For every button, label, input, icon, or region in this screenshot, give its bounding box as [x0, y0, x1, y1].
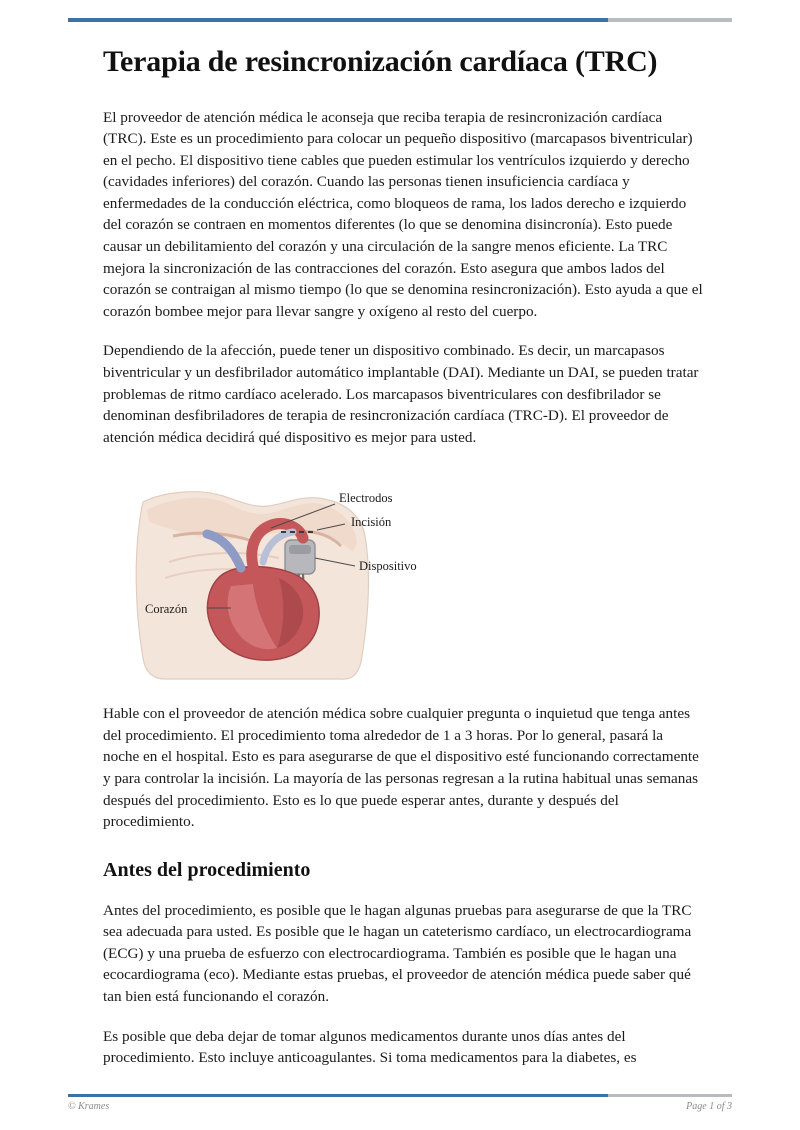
section-paragraph-2: Es posible que deba dejar de tomar algunos medicamentos durante unos días antes del procedimiento. Esto incluye anticoagulantes. Si toma medicamentos para la diabetes, es	[103, 1027, 637, 1067]
footer-rule-gray-segment	[608, 1094, 732, 1097]
intro-paragraph-2: Dependiendo de la afección, puede tener un dispositivo combinado. Es decir, un marcapasos biventricular y un desfibrilador automático implantable (DAI). Mediante un DAI, se pueden tratar problemas de ritmo cardíaco acelerado. Los marcapasos biventriculares con desfibrilador se denominan desfibriladores de terapia de resincronización cardíaca (TRC-D). El proveedor de atención médica decidirá qué dispositivo es mejor para usted.	[103, 342, 699, 446]
figure-label-dispositivo: Dispositivo	[359, 559, 417, 574]
section-paragraph-1: Antes del procedimiento, es posible que le hagan algunas pruebas para asegurarse de que la TRC sea adecuada para usted. Es posible que le hagan un cateterismo cardíaco, un electrocardiograma (ECG) y una prueba de esfuerzo con electrocardiograma. También es posible que le hagan una ecocardiograma (eco). Mediante estas pruebas, el proveedor de atención médica puede saber qué tan bien está funcionando el corazón.	[103, 901, 692, 1006]
intro-paragraph-1: El proveedor de atención médica le aconseja que reciba terapia de resincronización cardíaca (TRC). Este es un procedimiento para colocar un pequeño dispositivo (marcapasos biventricular) en el pecho. El dispositivo tiene cables que pueden estimular los ventrículos izquierdo y derecho (cavidades inferiores) del corazón. Cuando las personas tienen insuficiencia cardíaca y enfermedades de la conducción eléctrica, como bloqueos de rama, los lados derecho e izquierdo del corazón se contraen en momentos diferentes (lo que se denomina disincronía). Esto puede causar un debilitamiento del corazón y una circulación de la sangre menos eficiente. La TRC mejora la sincronización de las contracciones del corazón. Esto asegura que ambos lados del corazón se contraigan al mismo tiempo (lo que se denomina resincronización). Esto ayuda a que el corazón bombee mejor para llevar sangre y oxígeno al resto del cuerpo.	[103, 108, 703, 320]
figure-crt-device-illustration	[103, 466, 703, 681]
paragraph-after-figure: Hable con el proveedor de atención médica sobre cualquier pregunta o inquietud que tenga antes del procedimiento. El procedimiento toma alrededor de 1 a 3 horas. Por lo general, pasará la noche en el hospital. Esto es para asegurarse de que el dispositivo esté funcionando correctamente y para controlar la incisión. La mayoría de las personas regresan a la rutina habitual unas semanas después del procedimiento. Esto es lo que puede esperar antes, durante y después del procedimiento.	[103, 705, 699, 831]
figure-label-incision: Incisión	[351, 515, 392, 530]
page-footer	[68, 1101, 732, 1112]
footer-rule-blue-segment	[68, 1094, 608, 1097]
footer-copyright: © Krames	[68, 1101, 110, 1112]
header-rule	[68, 18, 732, 22]
page-title: Terapia de resincronización cardíaca (TRC)	[103, 45, 658, 78]
section-heading-antes-del-procedimiento: Antes del procedimiento	[103, 858, 311, 881]
figure-label-corazon: Corazón	[145, 602, 188, 617]
header-rule-gray-segment	[608, 18, 732, 22]
header-rule-blue-segment	[68, 18, 608, 22]
torso-heart-device-diagram	[103, 466, 703, 681]
document-content	[103, 44, 703, 1087]
footer-rule	[68, 1094, 732, 1097]
figure-label-electrodos: Electrodos	[339, 491, 393, 506]
footer-page-number: Page 1 of 3	[686, 1101, 732, 1112]
